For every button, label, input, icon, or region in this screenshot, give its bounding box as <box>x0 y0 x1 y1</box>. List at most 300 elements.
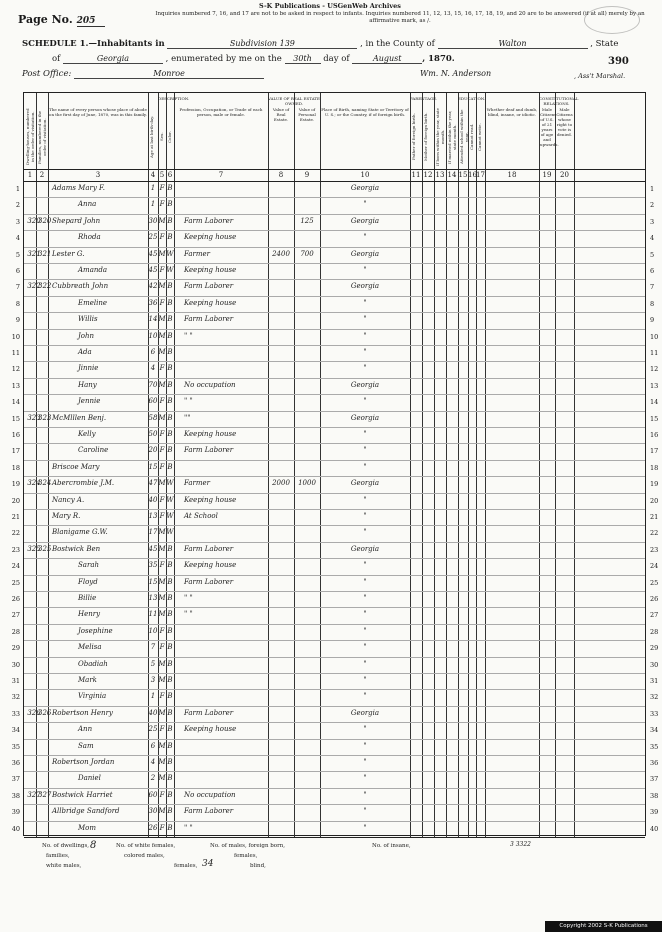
row-number-right: 23 <box>650 545 659 554</box>
column-divider <box>268 93 269 837</box>
enum-label: , enumerated by me on the <box>165 54 282 64</box>
row-number-left: 4 <box>15 234 20 243</box>
person-name: Allbridge Sandford <box>52 807 120 816</box>
column-header: Mother of foreign birth. <box>423 112 428 162</box>
personal-estate-value: 700 <box>300 249 314 258</box>
person-name: Mark <box>78 676 97 684</box>
person-name: Hany <box>78 380 97 389</box>
birthplace-value: " <box>363 643 367 652</box>
occupation-value: Farmer <box>184 249 211 258</box>
birthplace-value: " <box>363 512 367 520</box>
color-value: B <box>167 692 173 701</box>
sex-value: M <box>158 315 166 324</box>
column-number: 14 <box>447 171 457 179</box>
occupation-value: " " <box>184 594 193 602</box>
person-name: Caroline <box>78 446 109 455</box>
row-number-left: 1 <box>15 185 20 193</box>
dwelling-number: 325 <box>27 544 41 553</box>
birthplace-value: " <box>363 561 367 570</box>
person-name: Bostwick Ben <box>52 544 101 553</box>
color-value: B <box>167 216 173 225</box>
birthplace-value: " <box>363 758 367 766</box>
birthplace-value: Georgia <box>350 544 380 553</box>
marshal-signature: Wm. N. Anderson <box>420 69 492 78</box>
row-rule <box>24 673 645 674</box>
column-header: Color. <box>167 131 172 143</box>
row-rule <box>24 591 645 592</box>
row-number-left: 36 <box>11 759 20 767</box>
row-number-left: 14 <box>11 398 20 407</box>
census-table <box>11 92 659 869</box>
row-number-left: 9 <box>15 316 20 325</box>
birthplace-value: " <box>363 790 367 799</box>
column-header: Value of Real Estate. <box>272 107 290 122</box>
color-value: B <box>167 758 173 766</box>
column-header: Families, numbered in the order of visitation. <box>37 110 47 164</box>
birthplace-value: Georgia <box>350 708 380 717</box>
footer-insane-label: No. of insane, <box>372 843 411 849</box>
row-number-left: 38 <box>11 791 20 800</box>
column-divider <box>48 93 49 837</box>
row-number-left: 15 <box>11 414 20 423</box>
row-number-right: 39 <box>650 808 659 817</box>
row-number-left: 31 <box>11 677 20 685</box>
footer-white-males-label: white males, <box>46 863 82 869</box>
row-number-right: 34 <box>650 726 659 735</box>
row-number-left: 30 <box>11 660 20 669</box>
county-label: , in the County of <box>360 39 435 49</box>
person-name: Shepard John <box>52 216 101 225</box>
age-value: 14 <box>148 315 158 324</box>
footer-females-label: females, <box>174 863 198 869</box>
row-number-left: 29 <box>11 644 20 653</box>
column-header: Cannot write. <box>477 123 482 151</box>
person-name: Daniel <box>78 774 101 783</box>
footer-tally: 3 3322 <box>510 841 531 848</box>
row-number-left: 25 <box>11 578 20 587</box>
personal-estate-value: 1000 <box>298 479 316 488</box>
family-number: 326 <box>38 708 52 717</box>
dwelling-number: 321 <box>27 249 41 258</box>
row-rule <box>24 411 645 412</box>
post-office-value: Monroe <box>74 70 264 79</box>
row-rule <box>24 263 645 264</box>
state-value: Georgia <box>63 55 163 64</box>
birthplace-value: " <box>363 692 367 701</box>
age-value: 7 <box>150 643 156 652</box>
row-number-right: 33 <box>650 709 659 718</box>
sex-value: M <box>158 610 166 619</box>
row-number-left: 5 <box>15 250 20 259</box>
column-divider <box>446 93 447 837</box>
row-number-left: 17 <box>11 447 20 456</box>
person-name: Floyd <box>78 577 98 586</box>
dwelling-number: 327 <box>27 790 41 799</box>
birthplace-value: Georgia <box>350 380 380 389</box>
color-value: B <box>167 626 173 635</box>
occupation-value: Keeping house <box>184 298 237 307</box>
sex-value: M <box>158 216 166 225</box>
occupation-value: Farm Laborer <box>184 807 234 816</box>
person-name: Kelly <box>78 430 96 438</box>
color-value: B <box>167 676 173 684</box>
birthplace-value: Georgia <box>350 249 380 258</box>
birthplace-value: " <box>363 594 367 602</box>
row-number-right: 18 <box>650 463 659 472</box>
age-value: 42 <box>148 282 158 291</box>
row-number-right: 40 <box>650 824 659 833</box>
sex-value: F <box>159 397 165 406</box>
footer-white-females-label: No. of white females, <box>116 843 176 849</box>
birthplace-value: " <box>363 462 367 471</box>
age-value: 5 <box>150 659 156 668</box>
row-rule <box>24 378 645 379</box>
occupation-value: " " <box>184 610 193 619</box>
header-rule <box>24 169 645 170</box>
age-value: 35 <box>148 561 158 570</box>
column-number: 10 <box>360 171 370 179</box>
age-value: 25 <box>148 233 158 242</box>
column-number: 11 <box>411 171 421 179</box>
row-number-right: 36 <box>650 759 659 767</box>
color-value: B <box>167 315 173 324</box>
row-number-left: 20 <box>11 496 20 505</box>
column-divider <box>555 93 556 837</box>
row-number-right: 4 <box>650 234 655 243</box>
occupation-value: Farm Laborer <box>184 708 234 717</box>
row-number-right: 7 <box>650 283 655 292</box>
county-value: Walton <box>438 40 588 49</box>
row-rule <box>24 312 645 313</box>
row-number-right: 32 <box>650 693 659 702</box>
row-rule <box>24 296 645 297</box>
person-name: Josephine <box>78 626 113 635</box>
schedule-line <box>22 40 642 49</box>
column-number: 20 <box>560 171 569 179</box>
schedule-prefix: SCHEDULE 1.—Inhabitants in <box>22 39 165 49</box>
birthplace-value: " <box>363 676 367 684</box>
age-value: 13 <box>148 594 158 602</box>
column-divider <box>539 93 540 837</box>
month-value: August <box>352 55 422 64</box>
column-number: 3 <box>95 171 101 179</box>
sex-value: F <box>159 462 165 471</box>
row-number-right: 2 <box>650 201 655 210</box>
birthplace-value: " <box>363 348 367 356</box>
sex-value: M <box>158 758 166 766</box>
sex-value: F <box>159 626 165 635</box>
column-header: If married within the year, state month. <box>447 110 457 164</box>
family-number: 321 <box>38 249 52 258</box>
birthplace-value: " <box>363 266 367 274</box>
color-value: B <box>167 233 173 242</box>
row-number-right: 1 <box>650 185 655 193</box>
sex-value: M <box>158 544 166 553</box>
dwelling-number: 324 <box>27 479 41 488</box>
row-number-left: 40 <box>11 824 20 833</box>
sex-value: M <box>158 577 166 586</box>
row-number-left: 8 <box>15 299 20 308</box>
birthplace-value: " <box>363 495 367 504</box>
column-divider <box>294 93 295 837</box>
row-rule <box>24 443 645 444</box>
age-value: 45 <box>148 544 158 553</box>
row-rule <box>24 525 645 526</box>
person-name: Sarah <box>78 561 99 570</box>
age-value: 47 <box>148 479 158 488</box>
column-header: Whether deaf and dumb, blind, insane, or idiotic. <box>486 107 538 117</box>
color-value: B <box>167 708 173 717</box>
color-value: W <box>166 249 174 258</box>
column-header: Place of Birth, naming State or Territory of U. S.; or the Country, if of foreign birth. <box>321 107 409 117</box>
row-rule <box>24 509 645 510</box>
footer-families-label: families, <box>46 853 70 859</box>
occupation-value: Farm Laborer <box>184 315 234 324</box>
person-name: Ada <box>78 348 92 356</box>
birthplace-value: " <box>363 200 367 209</box>
row-number-right: 31 <box>650 677 659 685</box>
row-number-right: 35 <box>650 742 659 751</box>
birthplace-value: " <box>363 610 367 619</box>
sex-value: M <box>158 413 166 422</box>
row-rule <box>24 558 645 559</box>
color-value: B <box>167 594 173 602</box>
color-value: B <box>167 577 173 586</box>
age-value: 45 <box>148 249 158 258</box>
sex-value: F <box>159 495 165 504</box>
column-number: 6 <box>167 171 173 179</box>
color-value: B <box>167 823 173 832</box>
color-value: B <box>167 380 173 389</box>
person-name: Bostwick Harriet <box>52 790 113 799</box>
age-value: 70 <box>148 380 158 389</box>
birthplace-value: " <box>363 807 367 816</box>
birthplace-value: Georgia <box>350 216 380 225</box>
row-rule <box>24 197 645 198</box>
sex-value: F <box>159 233 165 242</box>
birthplace-value: " <box>363 725 367 734</box>
occupation-value: No occupation <box>184 380 236 389</box>
row-rule <box>24 804 645 805</box>
row-number-left: 39 <box>11 808 20 817</box>
footer-males-foreign-label: No. of males, foreign born, <box>210 843 285 849</box>
person-name: Billie <box>78 594 97 602</box>
age-value: 6 <box>150 348 156 356</box>
person-name: Briscoe Mary <box>52 462 100 471</box>
color-value: B <box>167 725 173 734</box>
age-value: 15 <box>148 462 158 471</box>
page-value: 205 <box>77 17 105 27</box>
age-value: 40 <box>148 495 158 504</box>
sex-value: F <box>159 823 165 832</box>
row-number-left: 32 <box>11 693 20 702</box>
family-number: 327 <box>38 790 52 799</box>
sex-value: F <box>159 266 165 274</box>
age-value: 40 <box>148 708 158 717</box>
dwelling-number: 326 <box>27 708 41 717</box>
sex-value: F <box>159 561 165 570</box>
person-name: Henry <box>78 610 101 619</box>
row-rule <box>24 361 645 362</box>
row-number-right: 38 <box>650 791 659 800</box>
group-header: EDUCATION. <box>458 96 486 101</box>
row-number-right: 29 <box>650 644 659 653</box>
person-name: Lester G. <box>52 249 85 258</box>
column-number: 9 <box>304 171 310 179</box>
footer-dwellings-value: 8 <box>90 840 97 851</box>
row-rule <box>24 689 645 690</box>
occupation-value: " " <box>184 823 193 832</box>
year-label: , 1870. <box>422 54 455 64</box>
row-number-left: 6 <box>15 267 20 275</box>
row-rule <box>24 476 645 477</box>
column-number: 18 <box>507 171 517 179</box>
column-number: 16 <box>468 171 477 179</box>
column-header: Father of foreign birth. <box>411 113 416 161</box>
birthplace-value: " <box>363 233 367 242</box>
age-value: 58 <box>148 413 158 422</box>
footer-dwellings-label: No. of dwellings, <box>42 843 90 849</box>
row-rule <box>24 542 645 543</box>
row-number-right: 37 <box>650 775 659 784</box>
age-value: 4 <box>150 364 156 373</box>
age-value: 60 <box>148 790 158 799</box>
color-value: W <box>166 512 174 520</box>
column-number: 8 <box>278 171 284 179</box>
sex-value: M <box>158 528 166 537</box>
age-value: 3 <box>150 676 156 684</box>
color-value: B <box>167 413 173 422</box>
row-number-right: 14 <box>650 398 659 407</box>
row-rule <box>24 722 645 723</box>
color-value: B <box>167 364 173 373</box>
row-rule <box>24 214 645 215</box>
color-value: B <box>167 298 173 307</box>
row-number-left: 10 <box>11 332 20 341</box>
column-number: 1 <box>27 171 33 179</box>
column-divider <box>434 93 435 837</box>
occupation-value: Keeping house <box>184 233 237 242</box>
sex-value: M <box>158 249 166 258</box>
column-number: 5 <box>159 171 165 179</box>
column-header: Age at last birth-day. <box>149 115 154 159</box>
birthplace-value: Georgia <box>350 282 380 291</box>
sex-value: M <box>158 331 166 340</box>
row-rule <box>24 279 645 280</box>
inquiries-note: Inquiries numbered 7, 16, and 17 are not to be asked in respect to infants. Inquiries numbered 11, 12, 13, 15, 16, 17, 18, 19, and 20 are to be answered (if at all) merely by an affirmative mark, as /. <box>155 11 645 24</box>
column-divider <box>174 93 175 837</box>
row-number-left: 21 <box>11 513 20 521</box>
color-value: B <box>167 544 173 553</box>
color-value: B <box>167 741 173 750</box>
sex-value: M <box>158 774 166 783</box>
column-number: 15 <box>458 171 468 179</box>
row-number-right: 12 <box>650 365 659 374</box>
row-rule <box>24 739 645 740</box>
row-rule <box>24 771 645 772</box>
dwelling-number: 322 <box>27 282 41 291</box>
row-number-right: 3 <box>650 217 655 226</box>
occupation-value: Farm Laborer <box>184 544 234 553</box>
person-name: Virginia <box>78 692 107 701</box>
birthplace-value: " <box>363 528 367 537</box>
person-name: Nancy A. <box>52 495 85 504</box>
age-value: 60 <box>148 397 158 406</box>
column-header: Value of Personal Estate. <box>298 107 316 122</box>
sex-value: M <box>158 479 166 488</box>
row-rule <box>24 394 645 395</box>
column-divider <box>410 93 411 837</box>
row-rule <box>24 230 645 231</box>
person-name: Ann <box>78 725 93 734</box>
row-rule <box>24 821 645 822</box>
age-value: 2 <box>150 774 156 783</box>
occupation-value: No occupation <box>184 790 236 799</box>
sex-value: F <box>159 430 165 438</box>
row-number-right: 25 <box>650 578 659 587</box>
occupation-value: " " <box>184 397 193 406</box>
row-number-right: 16 <box>650 431 659 439</box>
sex-value: M <box>158 807 166 816</box>
state-label: , State <box>590 39 619 49</box>
age-value: 6 <box>150 741 156 750</box>
occupation-value: Keeping house <box>184 495 237 504</box>
birthplace-value: " <box>363 446 367 455</box>
age-value: 10 <box>148 626 158 635</box>
row-number-right: 9 <box>650 316 655 325</box>
person-name: Jinnie <box>78 364 99 373</box>
occupation-value: Keeping house <box>184 266 237 274</box>
column-number: 4 <box>150 171 156 179</box>
row-rule <box>24 607 645 608</box>
row-number-left: 12 <box>11 365 20 374</box>
row-number-left: 27 <box>11 611 20 620</box>
column-divider <box>485 93 486 837</box>
row-number-right: 17 <box>650 447 659 456</box>
person-name: John <box>78 331 95 340</box>
color-value: B <box>167 446 173 455</box>
row-number-left: 37 <box>11 775 20 784</box>
sex-value: M <box>158 348 166 356</box>
person-name: Adams Mary F. <box>52 184 106 192</box>
occupation-value: At School <box>184 512 218 520</box>
person-name: Mom <box>78 823 97 832</box>
column-divider <box>476 93 477 837</box>
color-value: B <box>167 561 173 570</box>
personal-estate-value: 125 <box>300 216 314 225</box>
column-header: Male Citizens whose right to vote is denied. <box>556 107 573 137</box>
occupation-value: Keeping house <box>184 430 237 438</box>
age-value: 26 <box>148 823 158 832</box>
age-value: 20 <box>148 446 158 455</box>
age-value: 11 <box>148 610 158 619</box>
row-rule <box>24 640 645 641</box>
row-rule <box>24 837 645 838</box>
post-office-line <box>22 70 642 79</box>
birthplace-value: " <box>363 626 367 635</box>
row-number-left: 18 <box>11 463 20 472</box>
row-number-left: 16 <box>11 431 20 439</box>
age-value: 4 <box>150 758 156 766</box>
occupation-value: Farm Laborer <box>184 577 234 586</box>
row-number-left: 24 <box>11 562 20 571</box>
person-name: Obadiah <box>78 659 108 668</box>
column-header: Cannot read. <box>469 123 474 151</box>
row-number-left: 26 <box>11 595 20 603</box>
group-header: PARENTAGE. <box>410 96 438 101</box>
column-header: Male Citizens of U.S. of 21 years of age and upwards. <box>540 107 559 147</box>
row-number-right: 21 <box>650 513 659 521</box>
